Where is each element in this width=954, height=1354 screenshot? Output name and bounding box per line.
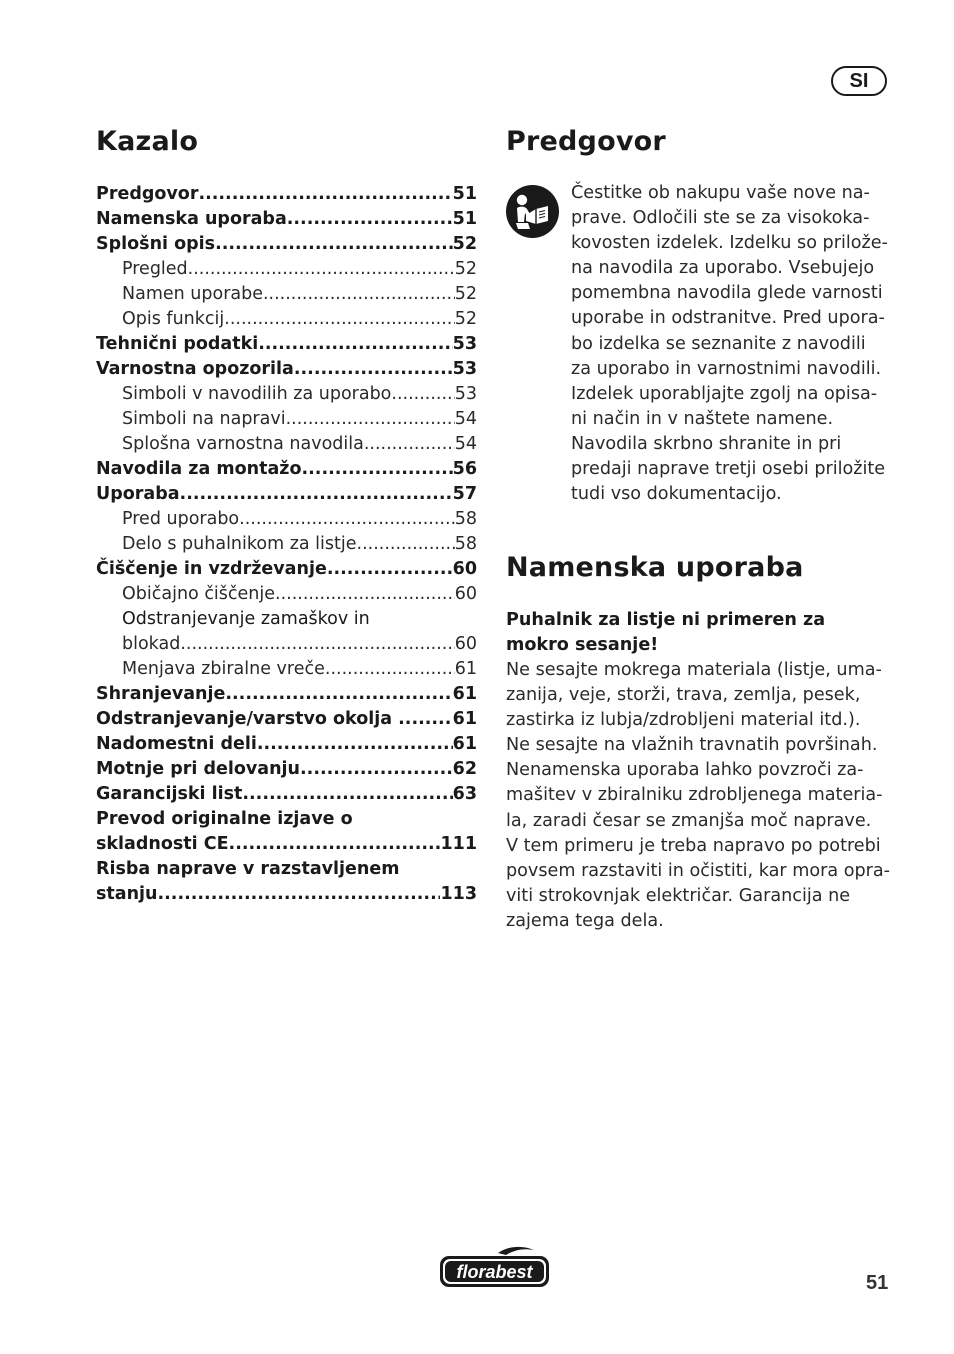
toc-entry-title: Splošni opis bbox=[96, 234, 216, 254]
toc-entry bbox=[96, 234, 477, 259]
toc-entry-title: Pregled bbox=[122, 259, 188, 279]
toc-entry bbox=[96, 834, 477, 859]
toc-entry bbox=[96, 684, 477, 709]
toc-leader bbox=[242, 784, 452, 804]
predgovor-text bbox=[571, 181, 888, 507]
toc-entry-page: 51 bbox=[452, 209, 477, 229]
toc-entry-page: 52 bbox=[454, 309, 477, 329]
toc-leader bbox=[411, 709, 452, 729]
predgovor-title: Predgovor bbox=[506, 126, 666, 157]
toc-entry bbox=[96, 334, 477, 359]
toc-entry-line: Risba naprave v razstavljenem bbox=[96, 859, 400, 879]
toc-entry-title: Odstranjevanje/varstvo okolja .. bbox=[96, 709, 412, 729]
toc-entry-title: Simboli v navodilih za uporabo bbox=[122, 384, 392, 404]
text-line: ni način in v naštete namene. bbox=[571, 408, 834, 429]
text-line: Navodila skrbno shranite in pri bbox=[571, 433, 842, 454]
toc-entry bbox=[96, 659, 477, 684]
text-line: Ne sesajte mokrega materiala (listje, uma- bbox=[506, 660, 882, 680]
toc-entry bbox=[96, 534, 477, 559]
toc-entry-title: skladnosti CE bbox=[96, 834, 229, 854]
text-line: uporabe in odstranitve. Pred upora- bbox=[571, 308, 885, 329]
toc-entry bbox=[96, 459, 477, 484]
text-line: V tem primeru je treba napravo po potrebi bbox=[506, 835, 881, 856]
text-line: viti strokovnjak električar. Garancija ne bbox=[506, 885, 851, 906]
toc-entry-title: Pred uporabo bbox=[122, 509, 240, 529]
toc-entry-line: Prevod originalne izjave o bbox=[96, 809, 353, 829]
toc-entry-page: 111 bbox=[440, 834, 477, 854]
toc-entry bbox=[96, 634, 477, 659]
toc-entry-page: 54 bbox=[454, 409, 477, 429]
toc-entry bbox=[96, 584, 477, 609]
toc-entry bbox=[96, 434, 477, 459]
toc-entry-page: 52 bbox=[454, 259, 477, 279]
toc-entry-title: Običajno čiščenje bbox=[122, 584, 276, 604]
toc-entry bbox=[96, 284, 477, 309]
toc-leader bbox=[257, 734, 453, 754]
toc-leader bbox=[180, 484, 453, 504]
text-line: Nenamenska uporaba lahko povzroči za- bbox=[506, 760, 864, 781]
language-badge: SI bbox=[831, 66, 887, 96]
toc-entry-title: Motnje pri delovanju bbox=[96, 759, 301, 779]
toc-leader bbox=[263, 284, 455, 304]
toc-entry-page: 51 bbox=[452, 184, 477, 204]
toc-entry-page: 54 bbox=[454, 434, 477, 454]
toc-leader bbox=[158, 884, 441, 904]
text-line: povsem razstaviti in očistiti, kar mora opra- bbox=[506, 860, 891, 881]
logo-text: florabest bbox=[456, 1262, 533, 1282]
toc-entry-title: Shranjevanje bbox=[96, 684, 226, 704]
text-line: zajema tega dela. bbox=[506, 910, 664, 931]
florabest-logo bbox=[438, 1244, 551, 1290]
toc-leader bbox=[325, 659, 455, 679]
toc-entry-page: 58 bbox=[454, 534, 477, 554]
toc-entry bbox=[96, 209, 477, 234]
toc-entry-title: Namenska uporaba bbox=[96, 209, 287, 229]
toc-leader bbox=[302, 459, 453, 479]
namenska-text bbox=[506, 658, 890, 934]
toc-entry bbox=[96, 484, 477, 509]
toc-entry bbox=[96, 259, 477, 284]
toc-entry-page: 63 bbox=[452, 784, 477, 804]
toc-leader bbox=[327, 559, 453, 579]
text-line: Puhalnik za listje ni primeren za bbox=[506, 610, 826, 630]
namenska-warning bbox=[506, 608, 825, 658]
toc-entry-title: blokad bbox=[122, 634, 181, 654]
toc-entry-page: 61 bbox=[454, 659, 477, 679]
toc-entry-page: 52 bbox=[454, 284, 477, 304]
toc-entry-page: 58 bbox=[454, 509, 477, 529]
toc-entry-page: 53 bbox=[452, 334, 477, 354]
text-line: pomembna navodila glede varnosti bbox=[571, 283, 883, 304]
toc-entry-title: Nadomestni deli bbox=[96, 734, 257, 754]
read-manual-icon bbox=[506, 185, 559, 238]
toc-entry-title: Čiščenje in vzdrževanje bbox=[96, 559, 327, 579]
toc-entry-page: 60 bbox=[454, 584, 477, 604]
toc-entry bbox=[96, 359, 477, 384]
toc-leader bbox=[215, 234, 453, 254]
toc-entry bbox=[96, 559, 477, 584]
toc-entry-title: stanju bbox=[96, 884, 158, 904]
toc-entry bbox=[96, 184, 477, 209]
toc-leader bbox=[258, 334, 452, 354]
toc-leader bbox=[188, 259, 455, 279]
toc-entry bbox=[96, 309, 477, 334]
toc-entry-title: Predgovor bbox=[96, 184, 199, 204]
toc-entry-line: Odstranjevanje zamaškov in bbox=[122, 609, 370, 629]
text-line: predaji naprave tretji osebi priložite bbox=[571, 459, 886, 480]
text-line: mašitev v zbiralniku zdrobljenega materia- bbox=[506, 785, 883, 806]
toc-entry-page: 61 bbox=[452, 709, 477, 729]
toc-entry-page: 62 bbox=[452, 759, 477, 779]
text-line: prave. Odločili ste se za visokoka- bbox=[571, 208, 870, 229]
toc-leader bbox=[391, 384, 454, 404]
toc-entry-page: 56 bbox=[452, 459, 477, 479]
text-line: tudi vso dokumentacijo. bbox=[571, 484, 782, 505]
toc-leader bbox=[225, 684, 452, 704]
toc-leader bbox=[198, 184, 452, 204]
namenska-title: Namenska uporaba bbox=[506, 552, 804, 583]
toc-leader bbox=[287, 209, 453, 229]
text-line: kovosten izdelek. Izdelku so prilože- bbox=[571, 233, 888, 254]
toc-entry-page: 60 bbox=[454, 634, 477, 654]
toc-entry-page: 61 bbox=[452, 734, 477, 754]
toc-entry-title: Menjava zbiralne vreče bbox=[122, 659, 325, 679]
toc-entry bbox=[96, 384, 477, 409]
toc-entry bbox=[96, 784, 477, 809]
page-number: 51 bbox=[866, 1272, 889, 1294]
text-line: mokro sesanje! bbox=[506, 635, 659, 655]
text-line: Čestitke ob nakupu vaše nove na- bbox=[571, 183, 870, 203]
toc-leader bbox=[180, 634, 454, 654]
text-line: Izdelek uporabljajte zgolj na opisa- bbox=[571, 383, 878, 404]
toc-entry bbox=[96, 409, 477, 434]
text-line: zanija, veje, storži, trava, zemlja, pesek, bbox=[506, 685, 861, 706]
toc-entry-page: 113 bbox=[440, 884, 477, 904]
text-line: zastirka iz lubja/zdrobljeni material itd.). bbox=[506, 710, 861, 731]
text-line: bo izdelka se seznanite z navodili bbox=[571, 333, 866, 354]
toc-entry bbox=[96, 509, 477, 534]
toc-leader bbox=[275, 584, 455, 604]
toc-leader bbox=[300, 759, 453, 779]
table-of-contents bbox=[96, 184, 477, 909]
text-line: Ne sesajte na vlažnih travnatih površinah. bbox=[506, 735, 878, 756]
toc-entry-title: Delo s puhalnikom za listje bbox=[122, 534, 357, 554]
toc-entry-page: 60 bbox=[452, 559, 477, 579]
toc-leader bbox=[286, 409, 455, 429]
toc-leader bbox=[229, 834, 441, 854]
toc-entry-title: Namen uporabe bbox=[122, 284, 263, 304]
toc-entry-title: Splošna varnostna navodila bbox=[122, 434, 364, 454]
toc-entry-page: 57 bbox=[452, 484, 477, 504]
toc-entry-title: Uporaba bbox=[96, 484, 180, 504]
toc-leader bbox=[294, 359, 453, 379]
text-line: za uporabo in varnostnimi navodili. bbox=[571, 358, 882, 379]
toc-entry-title: Garancijski list bbox=[96, 784, 243, 804]
toc-entry-page: 53 bbox=[452, 359, 477, 379]
toc-entry bbox=[96, 884, 477, 909]
text-line: na navodila za uporabo. Vsebujejo bbox=[571, 258, 875, 279]
toc-entry-page: 52 bbox=[452, 234, 477, 254]
toc-entry-page: 61 bbox=[452, 684, 477, 704]
toc-entry-title: Navodila za montažo bbox=[96, 459, 302, 479]
toc-entry-title: Simboli na napravi bbox=[122, 409, 286, 429]
toc-entry-title: Tehnični podatki bbox=[96, 334, 259, 354]
toc-entry-title: Opis funkcij bbox=[122, 309, 225, 329]
toc-leader bbox=[224, 309, 454, 329]
text-line: la, zaradi česar se zmanjša moč naprave. bbox=[506, 810, 872, 831]
toc-entry-page: 53 bbox=[454, 384, 477, 404]
toc-entry bbox=[96, 759, 477, 784]
toc-title: Kazalo bbox=[96, 126, 199, 157]
toc-entry-title: Varnostna opozorila bbox=[96, 359, 294, 379]
toc-entry bbox=[96, 709, 477, 734]
toc-leader bbox=[357, 534, 455, 554]
toc-leader bbox=[364, 434, 455, 454]
toc-entry bbox=[96, 734, 477, 759]
toc-leader bbox=[239, 509, 455, 529]
